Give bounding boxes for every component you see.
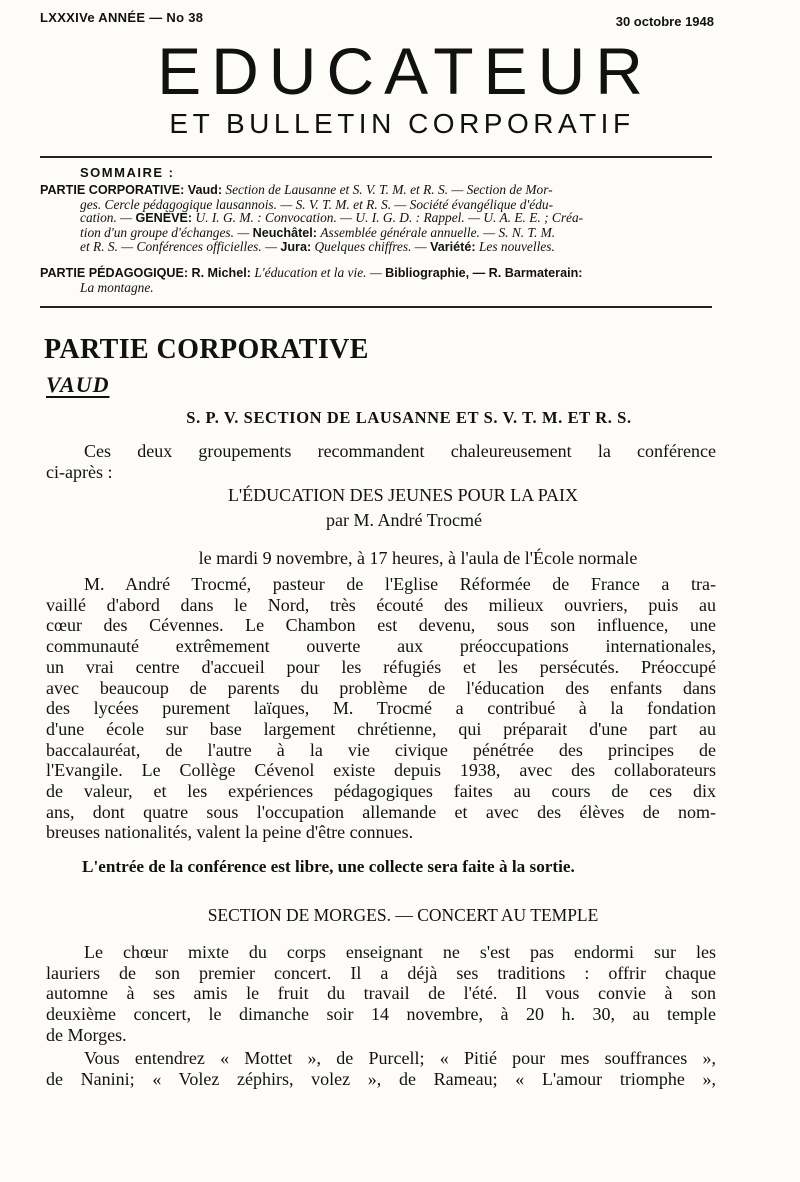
text-line: Le chœur mixte du corps enseignant ne s'est pas endormi sur les	[84, 942, 716, 962]
bio-paragraph	[46, 574, 716, 843]
text-line: l'Evangile. Le Collège Cévenol existe depuis 1938, avec des collaborateurs	[46, 760, 716, 781]
conference-schedule: le mardi 9 novembre, à 17 heures, à l'aula de l'École normale	[198, 548, 638, 568]
masthead-title: EDUCATEUR	[157, 34, 653, 108]
corp-line-4b: Assemblée générale annuelle. — S. N. T. M.	[320, 224, 556, 240]
region-heading: VAUD	[46, 372, 110, 397]
sommaire-corporative	[40, 183, 718, 255]
section-heading: PARTIE CORPORATIVE	[44, 334, 369, 365]
text-line: de Nanini; « Volez zéphirs, volez », de Rameau; « L'amour triomphe »,	[46, 1068, 716, 1089]
intro-paragraph	[46, 441, 716, 482]
peda-line-1: L'éducation et la vie. —	[254, 265, 382, 280]
peda-label: PARTIE PÉDAGOGIQUE:	[40, 266, 189, 280]
corp-neuchatel: Neuchâtel:	[252, 225, 317, 240]
text-line: de Morges.	[46, 1024, 127, 1045]
morges-heading: SECTION DE MORGES. — CONCERT AU TEMPLE	[207, 905, 599, 925]
text-line: baccalauréat, de l'autre à la vie civique pénétrée des principes de	[46, 739, 716, 760]
text-line: de valeur, et les expériences pédagogiques faites au cours de ces dix	[46, 781, 716, 802]
text-line: d'une école sur base largement chrétienne, qui préparait d'une part au	[46, 718, 716, 739]
subsection-heading: S. P. V. SECTION DE LAUSANNE ET S. V. T. M. ET R. S.	[186, 408, 632, 427]
issue-date: 30 octobre 1948	[615, 14, 714, 29]
text-line: ci-après :	[46, 461, 113, 482]
conference-title: L'ÉDUCATION DES JEUNES POUR LA PAIX	[227, 485, 579, 505]
issue-number: LXXXIVe ANNÉE — No 38	[40, 10, 204, 25]
corp-geneve: GENÈVE:	[135, 211, 193, 225]
text-line: deuxième concert, le dimanche soir 14 novembre, à 20 h. 30, au temple	[46, 1004, 716, 1025]
corp-line-5a: et R. S. — Conférences officielles. —	[80, 239, 277, 254]
corp-line-5b: Quelques chiffres. —	[314, 239, 427, 254]
text-line: breuses nationalités, valent la peine d'être connues.	[46, 822, 414, 843]
morges-paragraph	[46, 942, 716, 1046]
peda-line-2: La montagne.	[80, 279, 154, 295]
text-line: vaillé d'abord dans le Nord, très écouté des milieux ouvriers, puis au	[46, 594, 716, 615]
text-line: lauriers de son premier concert. Il a déjà ses traditions : offrir chaque	[46, 962, 716, 983]
corp-line-3b: U. I. G. M. : Convocation. — U. I. G. D. : Rappel. — U. A. E. E. ; Créa-	[195, 210, 584, 225]
text-line: avec beaucoup de parents du problème de l'éducation des enfants dans	[46, 677, 716, 698]
text-line: automne à ses amis le fruit du travail de l'été. Il vous convie à son	[46, 983, 716, 1004]
text-line: M. André Trocmé, pasteur de l'Eglise Réformée de France a tra-	[84, 574, 716, 594]
text-line: un vrai centre d'accueil pour les réfugiés et les persécutés. Préoccupé	[46, 656, 716, 677]
program-paragraph	[46, 1048, 716, 1089]
corp-jura: Jura:	[280, 240, 312, 254]
divider-bottom	[40, 306, 712, 308]
divider-top	[40, 156, 712, 158]
corp-line-2: ges. Cercle pédagogique lausannois. — S. V. T. M. et R. S. — Société évangélique d'édu-	[80, 196, 554, 212]
corp-vaud: Vaud:	[187, 183, 223, 197]
corp-line-4a: tion d'un groupe d'échanges. —	[80, 224, 250, 240]
text-line: cœur des Cévennes. Le Chambon est devenu, sous son influence, une	[46, 615, 716, 636]
corp-line-5c: Les nouvelles.	[478, 239, 555, 254]
sommaire-pedagogique	[40, 266, 718, 294]
text-line: Vous entendrez « Mottet », de Purcell; « Pitié pour mes souffrances »,	[84, 1048, 716, 1068]
sommaire-title: SOMMAIRE :	[80, 165, 175, 180]
corp-line-1: Section de Lausanne et S. V. T. M. et R. S. — Section de Mor-	[225, 182, 553, 197]
corp-label: PARTIE CORPORATIVE:	[40, 183, 185, 197]
peda-michel: R. Michel:	[191, 266, 251, 280]
text-line: Ces deux groupements recommandent chaleureusement la conférence	[84, 441, 716, 461]
free-entry-note: L'entrée de la conférence est libre, une collecte sera faite à la sortie.	[82, 857, 575, 876]
conference-author: par M. André Trocmé	[326, 510, 482, 530]
text-line: ans, dont quatre sous l'occupation allemande et avec des élèves de nom-	[46, 801, 716, 822]
corp-variete: Variété:	[430, 240, 476, 254]
masthead-subtitle: ET BULLETIN CORPORATIF	[169, 108, 635, 139]
corp-line-3a: cation. —	[80, 210, 133, 225]
text-line: des lycées purement laïques, M. Trocmé a contribué à la fondation	[46, 698, 716, 719]
text-line: communauté extrêmement ouverte aux préoccupations internationales,	[46, 636, 716, 657]
peda-biblio: Bibliographie, — R. Barmaterain:	[385, 266, 583, 280]
